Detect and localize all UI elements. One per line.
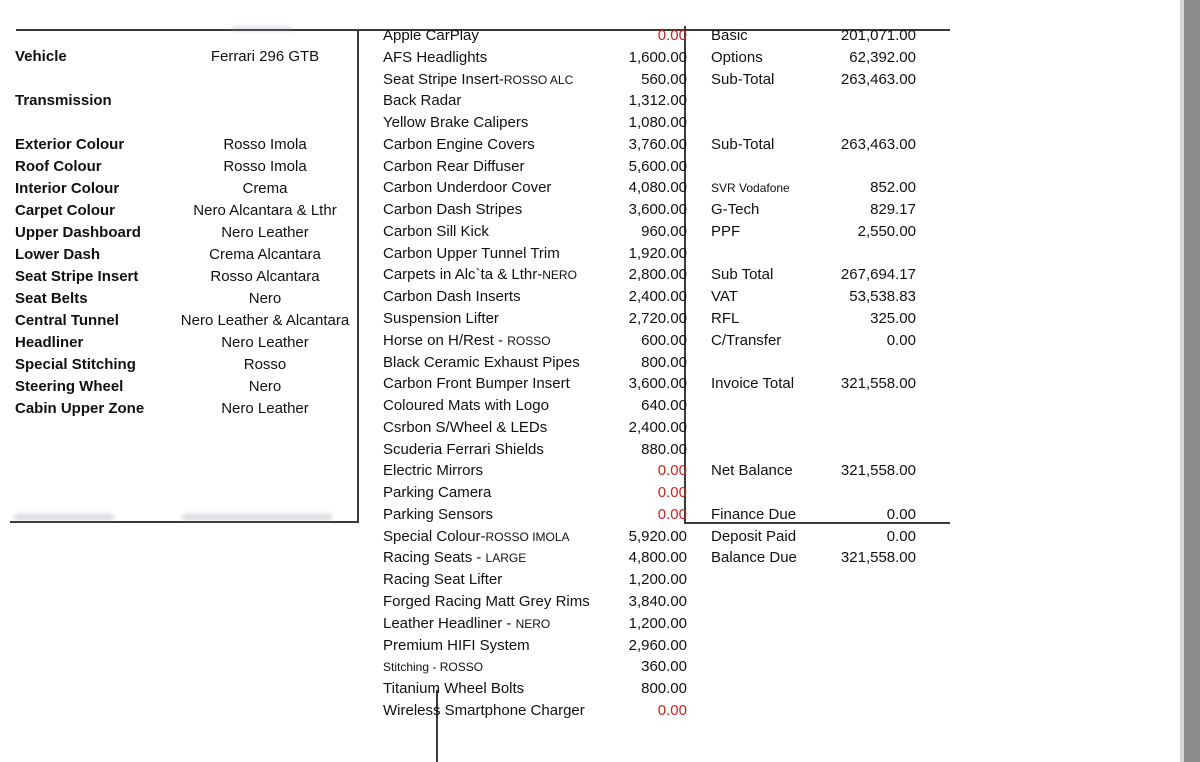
- summary-value: 321,558.00: [840, 375, 916, 392]
- spec-label: Vehicle: [15, 48, 67, 65]
- spec-label: Roof Colour: [15, 158, 102, 175]
- option-item: [383, 223, 489, 241]
- option-price: 5,920.00: [628, 528, 687, 545]
- summary-label: Deposit Paid: [711, 528, 797, 545]
- option-price: 0.00: [657, 484, 687, 501]
- summary-label: Sub Total: [711, 266, 774, 283]
- vehicle-spec-section: [15, 0, 357, 520]
- option-colour-suffix: ROSSO ALC: [503, 73, 574, 87]
- option-price: 360.00: [641, 658, 687, 675]
- option-colour-suffix: ROSSO IMOLA: [485, 530, 570, 544]
- spec-value: Nero Alcantara & Lthr: [193, 202, 337, 219]
- option-item: [383, 114, 528, 132]
- summary-value: 321,558.00: [840, 549, 916, 566]
- summary-value: 2,550.00: [857, 223, 916, 240]
- spec-value: Nero: [248, 378, 282, 395]
- option-price: 0.00: [657, 27, 687, 44]
- option-name: Carbon Dash Inserts: [383, 288, 521, 305]
- spec-label: Central Tunnel: [15, 312, 119, 329]
- option-name: Carbon Underdoor Cover: [383, 179, 552, 196]
- option-price: 3,600.00: [628, 201, 687, 218]
- option-price: 1,920.00: [628, 245, 687, 262]
- option-name: Yellow Brake Calipers: [383, 114, 529, 131]
- summary-label: Sub-Total: [711, 136, 775, 153]
- option-name: Leather Headliner -: [383, 615, 516, 632]
- option-name: Carbon Dash Stripes: [383, 201, 523, 218]
- summary-label: Options: [711, 49, 763, 66]
- summary-label: Balance Due: [711, 549, 797, 566]
- option-item: [383, 288, 521, 306]
- summary-label: G-Tech: [711, 201, 760, 218]
- summary-value: 0.00: [886, 528, 916, 545]
- invoice-summary: [711, 0, 917, 570]
- option-price: 3,600.00: [628, 375, 687, 392]
- spec-box-bottom-rule: [10, 521, 358, 523]
- option-colour-suffix: NERO: [515, 617, 551, 631]
- option-item: [383, 528, 570, 546]
- option-name: Apple CarPlay: [383, 27, 479, 44]
- summary-value: 321,558.00: [840, 462, 916, 479]
- option-price: 1,312.00: [628, 92, 687, 109]
- spec-value: Nero Leather: [221, 334, 309, 351]
- option-item: [383, 441, 544, 459]
- summary-value: 53,538.83: [849, 288, 916, 305]
- spec-value: Crema: [242, 180, 288, 197]
- summary-label: Finance Due: [711, 506, 797, 523]
- option-name: Carbon Engine Covers: [383, 136, 535, 153]
- option-price: 800.00: [641, 680, 687, 697]
- option-item: [383, 49, 487, 67]
- option-item: [383, 27, 479, 45]
- spec-value: Nero: [248, 290, 282, 307]
- option-price: 1,080.00: [628, 114, 687, 131]
- option-name: Suspension Lifter: [383, 310, 499, 327]
- option-name: Carpets in Alc`ta & Lthr-: [383, 266, 543, 283]
- option-price: 800.00: [641, 354, 687, 371]
- option-item: [383, 158, 524, 176]
- option-item: [383, 179, 551, 197]
- option-name: Black Ceramic Exhaust Pipes: [383, 354, 580, 371]
- option-item: [383, 201, 522, 219]
- option-name: Racing Seat Lifter: [383, 571, 503, 588]
- spec-value: Ferrari 296 GTB: [210, 48, 320, 65]
- option-price: 880.00: [641, 441, 687, 458]
- spec-label: Steering Wheel: [15, 378, 124, 395]
- option-price: 1,600.00: [628, 49, 687, 66]
- option-name: Csrbon S/Wheel & LEDs: [383, 419, 548, 436]
- option-price: 0.00: [657, 462, 687, 479]
- spec-label: Transmission: [15, 92, 112, 109]
- option-name: Forged Racing Matt Grey Rims: [383, 593, 590, 610]
- option-item: [383, 397, 549, 415]
- option-item: [383, 702, 585, 720]
- spec-value: Nero Leather & Alcantara: [180, 312, 350, 329]
- option-price: 2,400.00: [628, 419, 687, 436]
- option-name: Seat Stripe Insert-: [383, 71, 504, 88]
- spec-value: Rosso Imola: [223, 136, 307, 153]
- summary-value: 263,463.00: [840, 136, 916, 153]
- options-list: [383, 0, 688, 730]
- option-price: 4,800.00: [628, 549, 687, 566]
- option-item: [383, 310, 499, 328]
- spec-label: Seat Stripe Insert: [15, 268, 139, 285]
- option-item: [383, 571, 502, 589]
- option-price: 1,200.00: [628, 571, 687, 588]
- option-price: 0.00: [657, 702, 687, 719]
- spec-label: Upper Dashboard: [15, 224, 141, 241]
- option-item: [383, 354, 580, 372]
- option-item: [383, 419, 547, 437]
- spec-label: Lower Dash: [15, 246, 101, 263]
- spec-label: Seat Belts: [15, 290, 88, 307]
- option-name: Stitching - ROSSO: [383, 660, 484, 674]
- option-name: Horse on H/Rest -: [383, 332, 508, 349]
- option-price: 960.00: [641, 223, 687, 240]
- option-item: [383, 658, 483, 676]
- option-name: AFS Headlights: [383, 49, 488, 66]
- option-name: Carbon Rear Diffuser: [383, 158, 525, 175]
- summary-label: Invoice Total: [711, 375, 795, 392]
- option-price: 2,800.00: [628, 266, 687, 283]
- option-name: Carbon Sill Kick: [383, 223, 489, 240]
- page-edge: [1184, 0, 1200, 762]
- option-item: [383, 136, 535, 154]
- spec-label: Cabin Upper Zone: [15, 400, 145, 417]
- option-price: 3,840.00: [628, 593, 687, 610]
- spec-label: Exterior Colour: [15, 136, 125, 153]
- option-name: Carbon Upper Tunnel Trim: [383, 245, 560, 262]
- option-name: Scuderia Ferrari Shields: [383, 441, 544, 458]
- option-price: 5,600.00: [628, 158, 687, 175]
- summary-value: 829.17: [870, 201, 916, 218]
- option-price: 560.00: [641, 71, 687, 88]
- option-item: [383, 484, 491, 502]
- option-item: [383, 506, 493, 524]
- summary-value: 0.00: [886, 506, 916, 523]
- summary-label: VAT: [711, 288, 738, 305]
- summary-value: 267,694.17: [840, 266, 916, 283]
- spec-value: Rosso Imola: [223, 158, 307, 175]
- option-item: [383, 593, 590, 611]
- option-item: [383, 637, 530, 655]
- option-item: [383, 680, 524, 698]
- option-price: 2,960.00: [628, 637, 687, 654]
- summary-value: 852.00: [870, 179, 916, 196]
- option-price: 2,400.00: [628, 288, 687, 305]
- option-item: [383, 375, 570, 393]
- summary-value: 201,071.00: [840, 27, 916, 44]
- option-colour-suffix: LARGE: [485, 551, 527, 565]
- option-item: [383, 266, 577, 284]
- spec-value: Rosso: [243, 356, 287, 373]
- summary-value: 0.00: [886, 332, 916, 349]
- option-price: 600.00: [641, 332, 687, 349]
- option-item: [383, 92, 461, 110]
- option-name: Back Radar: [383, 92, 462, 109]
- option-name: Electric Mirrors: [383, 462, 483, 479]
- option-item: [383, 332, 551, 350]
- option-name: Carbon Front Bumper Insert: [383, 375, 570, 392]
- option-item: [383, 615, 550, 633]
- option-price: 2,720.00: [628, 310, 687, 327]
- summary-label: Sub-Total: [711, 71, 775, 88]
- option-name: Wireless Smartphone Charger: [383, 702, 585, 719]
- summary-label: Basic: [711, 27, 748, 44]
- option-price: 640.00: [641, 397, 687, 414]
- option-price: 3,760.00: [628, 136, 687, 153]
- summary-value: 263,463.00: [840, 71, 916, 88]
- option-price: 1,200.00: [628, 615, 687, 632]
- option-name: Coloured Mats with Logo: [383, 397, 549, 414]
- summary-label: PPF: [711, 223, 741, 240]
- summary-value: 62,392.00: [849, 49, 916, 66]
- summary-label: RFL: [711, 310, 740, 327]
- option-price: 4,080.00: [628, 179, 687, 196]
- option-item: [383, 71, 573, 89]
- option-colour-suffix: ROSSO: [507, 334, 551, 348]
- summary-label: SVR Vodafone: [711, 181, 790, 195]
- spec-label: Special Stitching: [15, 356, 136, 373]
- spec-label: Carpet Colour: [15, 202, 116, 219]
- option-name: Premium HIFI System: [383, 637, 530, 654]
- spec-value: Nero Leather: [221, 224, 309, 241]
- option-name: Special Colour-: [383, 528, 486, 545]
- spec-value: Crema Alcantara: [209, 246, 321, 263]
- option-price: 0.00: [657, 506, 687, 523]
- option-name: Parking Camera: [383, 484, 492, 501]
- summary-label: C/Transfer: [711, 332, 782, 349]
- option-item: [383, 462, 483, 480]
- option-name: Racing Seats -: [383, 549, 486, 566]
- spec-label: Interior Colour: [15, 180, 120, 197]
- option-item: [383, 245, 560, 263]
- summary-value: 325.00: [870, 310, 916, 327]
- spec-value: Rosso Alcantara: [210, 268, 320, 285]
- summary-label: Net Balance: [711, 462, 793, 479]
- option-colour-suffix: NERO: [542, 268, 577, 282]
- option-name: Titanium Wheel Bolts: [383, 680, 525, 697]
- spec-value: Nero Leather: [221, 400, 309, 417]
- spec-label: Headliner: [15, 334, 84, 351]
- option-name: Parking Sensors: [383, 506, 494, 523]
- option-item: [383, 549, 526, 567]
